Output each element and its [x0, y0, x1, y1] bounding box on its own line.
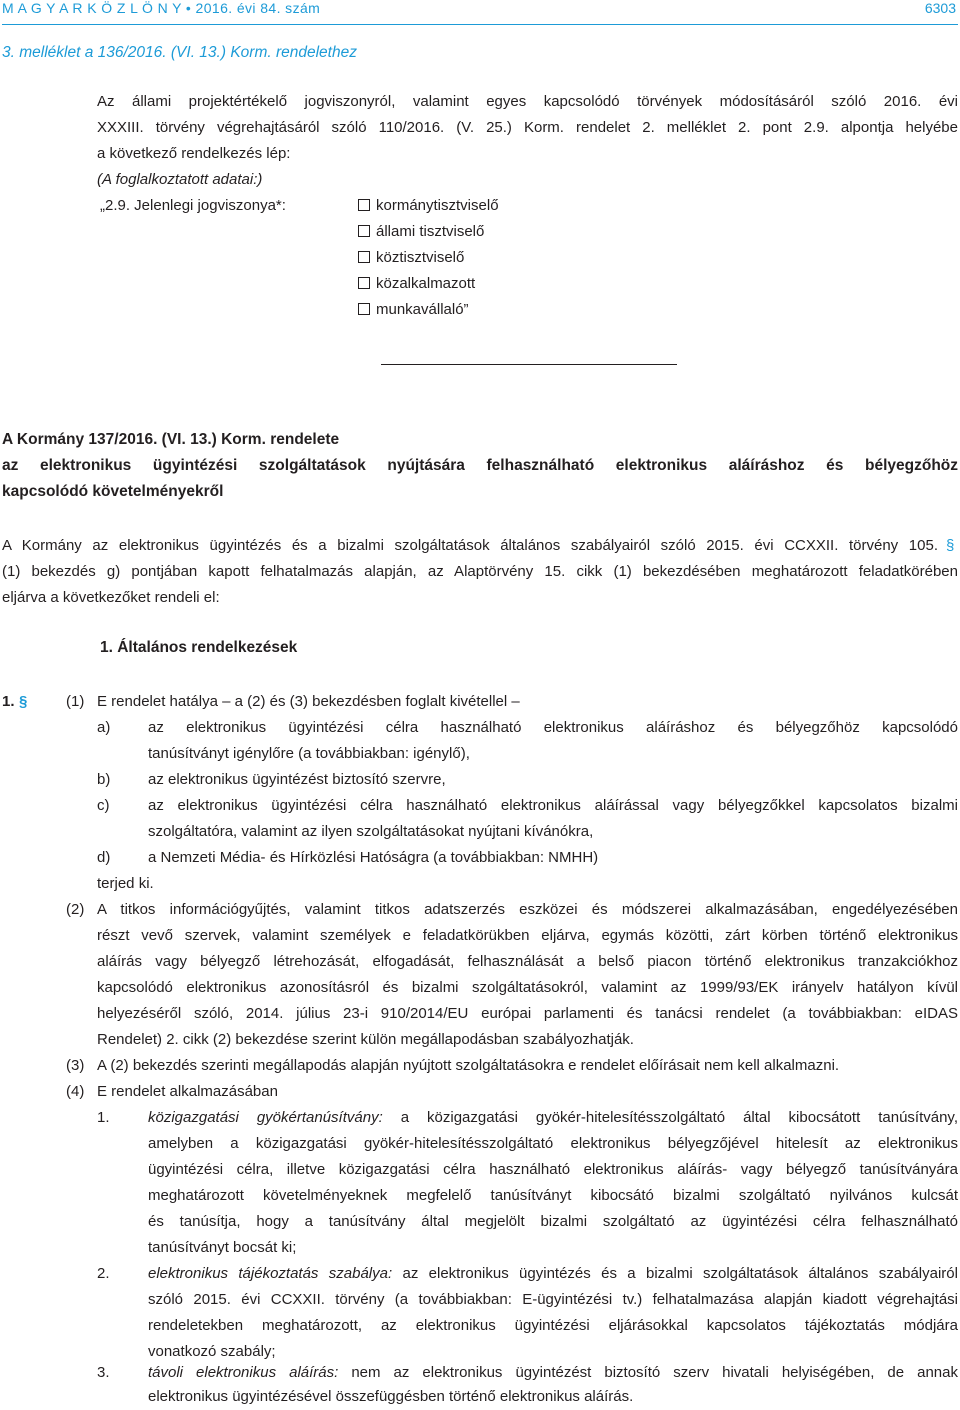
item-d-line-1: a Nemzeti Média- és Hírközlési Hatóságra (a továbbiakban: NMHH): [148, 849, 599, 866]
item-a-line-1: az elektronikus ügyintézési célra használható elektronikus aláíráshoz és bélyegzőhöz kapcsolódó: [148, 719, 958, 736]
section-sign: §: [19, 693, 28, 710]
annex-title: 3. melléklet a 136/2016. (VI. 13.) Korm. rendelethez: [2, 44, 357, 61]
para2-number: (2): [66, 901, 85, 918]
def1-line-5: és tanúsítja, hogy a tanúsítvány által megjelölt bizalmi szolgáltató az ügyintézési célra felhasználható: [148, 1213, 958, 1230]
checkbox-icon: [358, 303, 370, 315]
journal-header: M A G Y A R K Ö Z L Ö N Y • 2016. évi 84. szám: [2, 0, 321, 16]
section-separator: [381, 364, 677, 365]
def2-term: elektronikus tájékoztatás szabálya:: [148, 1265, 393, 1282]
para2-line-1: A titkos információgyűjtés, valamint titkos adatszerzés eszközei és módszerei alkalmazásában, engedélyezésében: [97, 901, 958, 918]
def1-line-3: ügyintézési célra, illetve közigazgatási célra használható elektronikus aláírás- vagy bélyegző tanúsítványára: [148, 1161, 958, 1178]
def2-first: az elektronikus ügyintézés és a bizalmi szolgáltatások általános szabályairól: [402, 1265, 958, 1282]
option-label: kormánytisztviselő: [376, 197, 499, 214]
page-number: 6303: [924, 0, 956, 16]
def1-line-2: amelyben a közigazgatási gyökér-hitelesítésszolgáltató elektronikus bélyegzőjével hitelesít az elektronikus: [148, 1135, 958, 1152]
para2-line-2: részt vevő szervek, valamint személyek e feladatkörükben eljárva, egymás közötti, zárt körben történő elektronikus: [97, 927, 958, 944]
para1-intro: E rendelet hatálya – a (2) és (3) bekezdésben foglalt kivétellel –: [97, 693, 520, 710]
item-b-label: b): [97, 771, 111, 788]
def1-first: a közigazgatási gyökér-hitelesítésszolgáltató által kibocsátott tanúsítvány,: [400, 1109, 958, 1126]
amendment-item-label: „2.9. Jelenlegi jogviszonya*:: [100, 197, 286, 214]
checkbox-icon: [358, 251, 370, 263]
item-a-line-2: tanúsítványt igénylőre (a továbbiakban: igénylő),: [148, 745, 470, 762]
decree-title: A Kormány 137/2016. (VI. 13.) Korm. rendelete: [2, 431, 340, 448]
checkbox-icon: [358, 225, 370, 237]
def2-line-4: vonatkozó szabály;: [148, 1343, 276, 1360]
para3-text: A (2) bekezdés szerinti megállapodás alapján nyújtott szolgáltatásokra e rendelet előírásait nem kell alkalmazni.: [97, 1057, 840, 1074]
option-allami-tisztviselo: [358, 219, 484, 245]
decree-subtitle-1: az elektronikus ügyintézési szolgáltatások nyújtására felhasználható elektronikus aláíráshoz és bélyegzőhöz: [2, 457, 958, 474]
def2-first-line: [148, 1261, 958, 1287]
item-c-line-1: az elektronikus ügyintézési célra használható elektronikus aláírással vagy bélyegzőkkel kapcsolatos bizalmi: [148, 797, 958, 814]
preamble-line-1: A Kormány az elektronikus ügyintézés és a bizalmi szolgáltatások általános szabályairól szóló 2015. évi CCXXII. törvény 105.: [2, 537, 938, 554]
header-rule: [2, 24, 958, 25]
item-a-label: a): [97, 719, 111, 736]
option-munkavallalo: [358, 297, 469, 323]
para1-number: (1): [66, 693, 85, 710]
def1-number: 1.: [97, 1109, 110, 1126]
option-label: munkavállaló”: [376, 301, 469, 318]
option-label: köztisztviselő: [376, 249, 465, 266]
para3-number: (3): [66, 1057, 85, 1074]
def3-line-2: elektronikus ügyintézésével összefüggésben történő elektronikus aláírás.: [148, 1388, 634, 1405]
option-label: állami tisztviselő: [376, 223, 485, 240]
def2-line-2: szóló 2015. évi CCXXII. törvény (a továbbiakban: E-ügyintézési tv.) felhatalmazása alapján kiadott végrehajtási: [148, 1291, 958, 1308]
para2-line-4: kapcsolódó elektronikus azonosításról és bizalmi szolgáltatásokról, valamint az 1999/93/EK irányelv hatályon kívül: [97, 979, 958, 996]
preamble-section-sign: §: [946, 537, 955, 554]
def1-first-line: [148, 1105, 958, 1131]
preamble-line-3: eljárva a következőket rendeli el:: [2, 589, 220, 606]
def2-number: 2.: [97, 1265, 110, 1282]
amendment-line-2: XXXIII. törvény végrehajtásáról szóló 110/2016. (V. 25.) Korm. rendelet 2. melléklet 2. pont 2.9. alpontja helyébe: [97, 119, 958, 136]
para4-text: E rendelet alkalmazásában: [97, 1083, 278, 1100]
para2-line-3: aláírás vagy bélyegző létrehozását, elfogadását, felhasználását a belső piacon történő elektronikus tranzakciókhoz: [97, 953, 958, 970]
option-kormanytisztviselo: [358, 193, 499, 219]
def3-first-line: [148, 1360, 958, 1386]
para2-line-6: Rendelet) 2. cikk (2) bekezdése szerint külön megállapodásban szabályozhatják.: [97, 1031, 634, 1048]
para2-line-5: helyezéséről szóló, 2014. július 23-i 910/2014/EU európai parlamenti és tanácsi rendelet (a továbbiakban: eIDAS: [97, 1005, 958, 1022]
def3-term: távoli elektronikus aláírás:: [148, 1364, 339, 1381]
def2-line-3: rendeletekben meghatározott, az elektronikus ügyintézési eljárásokkal kapcsolatos tájékoztatás módjára: [148, 1317, 958, 1334]
item-c-line-2: szolgáltatóra, valamint az ilyen szolgáltatásokat nyújtani kívánókra,: [148, 823, 594, 840]
chapter-heading: 1. Általános rendelkezések: [100, 639, 298, 656]
def3-number: 3.: [97, 1364, 110, 1381]
def3-first: nem az elektronikus ügyintézést biztosító szerv hivatali helyiségében, de annak: [351, 1364, 958, 1381]
option-kozalkalmazott: [358, 271, 475, 297]
def1-term: közigazgatási gyökértanúsítvány:: [148, 1109, 383, 1126]
option-label: közalkalmazott: [376, 275, 476, 292]
amendment-line-3: a következő rendelkezés lép:: [97, 145, 291, 162]
decree-subtitle-2: kapcsolódó követelményekről: [2, 483, 224, 500]
checkbox-icon: [358, 277, 370, 289]
para4-number: (4): [66, 1083, 85, 1100]
option-koztisztviselo: [358, 245, 464, 271]
section-number: 1.: [2, 693, 15, 710]
amendment-note: (A foglalkoztatott adatai:): [97, 171, 263, 188]
preamble-line-2: (1) bekezdés g) pontjában kapott felhatalmazás alapján, az Alaptörvény 15. cikk (1) bekezdésében meghatározott feladatkörében: [2, 563, 958, 580]
def1-line-4: meghatározott követelményeknek megfelelő tanúsítványt kibocsátó bizalmi szolgáltató nyilvános kulcsát: [148, 1187, 958, 1204]
item-b-line-1: az elektronikus ügyintézést biztosító szervre,: [148, 771, 446, 788]
def1-line-6: tanúsítványt bocsát ki;: [148, 1239, 297, 1256]
checkbox-icon: [358, 199, 370, 211]
item-c-label: c): [97, 797, 110, 814]
amendment-line-1: Az állami projektértékelő jogviszonyról, valamint egyes kapcsolódó törvények módosításáról szóló 2016. évi: [97, 93, 958, 110]
item-d-label: d): [97, 849, 111, 866]
para1-end: terjed ki.: [97, 875, 154, 892]
